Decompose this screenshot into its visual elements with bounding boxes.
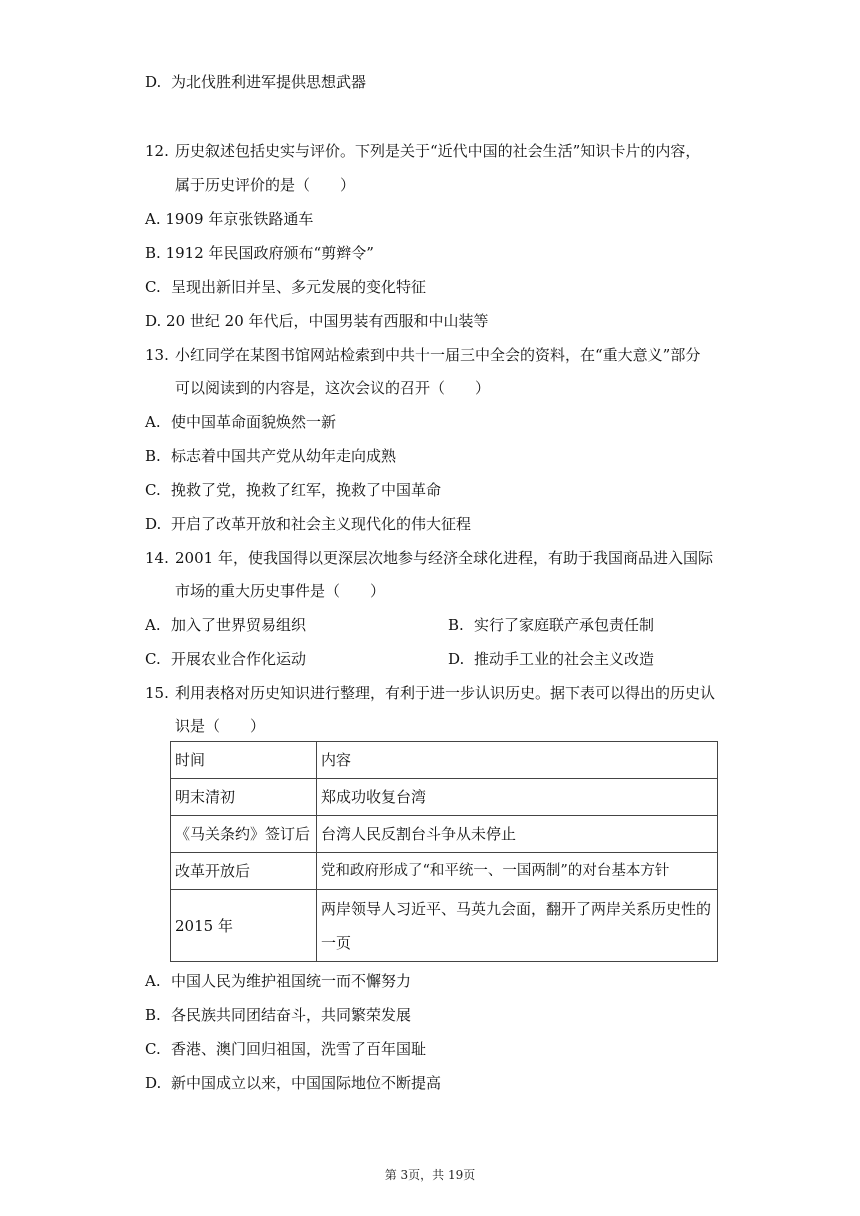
q14-option-a	[145, 616, 306, 634]
history-table	[170, 741, 718, 962]
question-stem: 2001 年，使我国得以更深层次地参与经济全球化进程，有助于我国商品进入国际	[175, 549, 713, 567]
q12-option-c	[145, 277, 426, 297]
q12-option-b	[145, 243, 374, 263]
page-footer: 第 3页，共 19页	[384, 1168, 476, 1182]
option-text: 标志着中国共产党从幼年走向成熟	[171, 447, 397, 465]
option-text: 1909 年京张铁路通车	[165, 210, 314, 228]
option-text: 各民族共同团结奋斗，共同繁荣发展	[171, 1006, 412, 1024]
option-label: A.	[145, 616, 161, 634]
option-label: C.	[145, 1040, 161, 1058]
option-label: C.	[145, 278, 161, 296]
question-number: 12.	[145, 142, 169, 160]
table-row	[171, 779, 718, 816]
table-cell: 两岸领导人习近平、马英九会面，翻开了两岸关系历史性的一页	[317, 890, 718, 962]
question-number: 13.	[145, 346, 169, 364]
question-stem: 历史叙述包括史实与评价。下列是关于“近代中国的社会生活”知识卡片的内容，	[175, 142, 701, 160]
option-text: 挽救了党，挽救了红军，挽救了中国革命	[171, 481, 442, 499]
question-stem: 利用表格对历史知识进行整理，有利于进一步认识历史。据下表可以得出的历史认	[175, 684, 716, 702]
q13-stem-line2: 可以阅读到的内容是，这次会议的召开（ ）	[175, 379, 491, 397]
option-label: A.	[145, 972, 161, 990]
option-label: B.	[145, 244, 161, 262]
table-cell: 党和政府形成了“和平统一、一国两制”的对台基本方针	[317, 853, 718, 890]
option-label: D.	[448, 650, 465, 668]
option-text: 1912 年民国政府颁布“剪辫令”	[165, 244, 374, 262]
table-header-cell: 内容	[317, 742, 718, 779]
question-number: 14.	[145, 549, 169, 567]
option-label: C.	[145, 650, 161, 668]
q13-option-a	[145, 412, 336, 432]
option-text: 20 世纪 20 年代后，中国男装有西服和中山装等	[166, 312, 489, 330]
option-text: 实行了家庭联产承包责任制	[474, 616, 655, 634]
table-cell: 2015 年	[171, 890, 317, 962]
q14-options-row2	[145, 649, 745, 669]
table-cell: 郑成功收复台湾	[317, 779, 718, 816]
option-label: D.	[145, 73, 162, 91]
q14-options-row1	[145, 615, 745, 635]
q12-option-d	[145, 311, 489, 331]
option-label: B.	[145, 447, 161, 465]
table-cell: 台湾人民反割台斗争从未停止	[317, 816, 718, 853]
q14-option-d	[448, 649, 654, 669]
q13-option-d	[145, 514, 471, 534]
option-label: D.	[145, 312, 162, 330]
option-text: 开启了改革开放和社会主义现代化的伟大征程	[171, 515, 472, 533]
q15-stem-line1	[145, 683, 715, 703]
option-text: 推动手工业的社会主义改造	[474, 650, 655, 668]
option-label: D.	[145, 1074, 162, 1092]
q14-option-b	[448, 615, 654, 635]
q14-option-c	[145, 650, 306, 668]
q12-option-a	[145, 209, 313, 229]
q15-option-c	[145, 1039, 426, 1059]
option-label: B.	[448, 616, 464, 634]
option-label: D.	[145, 515, 162, 533]
q12-stem-line2: 属于历史评价的是（ ）	[175, 176, 356, 194]
option-label: B.	[145, 1006, 161, 1024]
q15-option-b	[145, 1005, 411, 1025]
option-text: 中国人民为维护祖国统一而不懈努力	[171, 972, 412, 990]
q14-stem-line2: 市场的重大历史事件是（ ）	[175, 582, 386, 600]
q14-stem-line1	[145, 548, 713, 568]
q13-option-b	[145, 446, 396, 466]
option-label: C.	[145, 481, 161, 499]
option-text: 加入了世界贸易组织	[171, 616, 307, 634]
q15-option-a	[145, 971, 411, 991]
option-label: A.	[145, 413, 161, 431]
q15-stem-line2: 识是（ ）	[175, 717, 266, 735]
option-text: 开展农业合作化运动	[171, 650, 307, 668]
table-header-row	[171, 742, 718, 779]
q13-option-c	[145, 480, 441, 500]
question-stem: 小红同学在某图书馆网站检索到中共十一届三中全会的资料，在“重大意义”部分	[175, 346, 701, 364]
option-label: A.	[145, 210, 161, 228]
option-text: 使中国革命面貌焕然一新	[171, 413, 337, 431]
table-row	[171, 816, 718, 853]
q12-stem-line1	[145, 141, 700, 161]
option-text: 呈现出新旧并呈、多元发展的变化特征	[171, 278, 427, 296]
question-number: 15.	[145, 684, 169, 702]
table-row	[171, 853, 718, 890]
option-text: 为北伐胜利进军提供思想武器	[171, 73, 367, 91]
q15-option-d	[145, 1073, 441, 1093]
table-cell: 《马关条约》签订后	[171, 816, 317, 853]
table-cell: 明末清初	[171, 779, 317, 816]
table-header-cell: 时间	[171, 742, 317, 779]
option-text: 新中国成立以来，中国国际地位不断提高	[171, 1074, 442, 1092]
q13-stem-line1	[145, 345, 700, 365]
q11-option-d	[145, 72, 366, 92]
option-text: 香港、澳门回归祖国，洗雪了百年国耻	[171, 1040, 427, 1058]
table-row	[171, 890, 718, 962]
table-cell: 改革开放后	[171, 853, 317, 890]
